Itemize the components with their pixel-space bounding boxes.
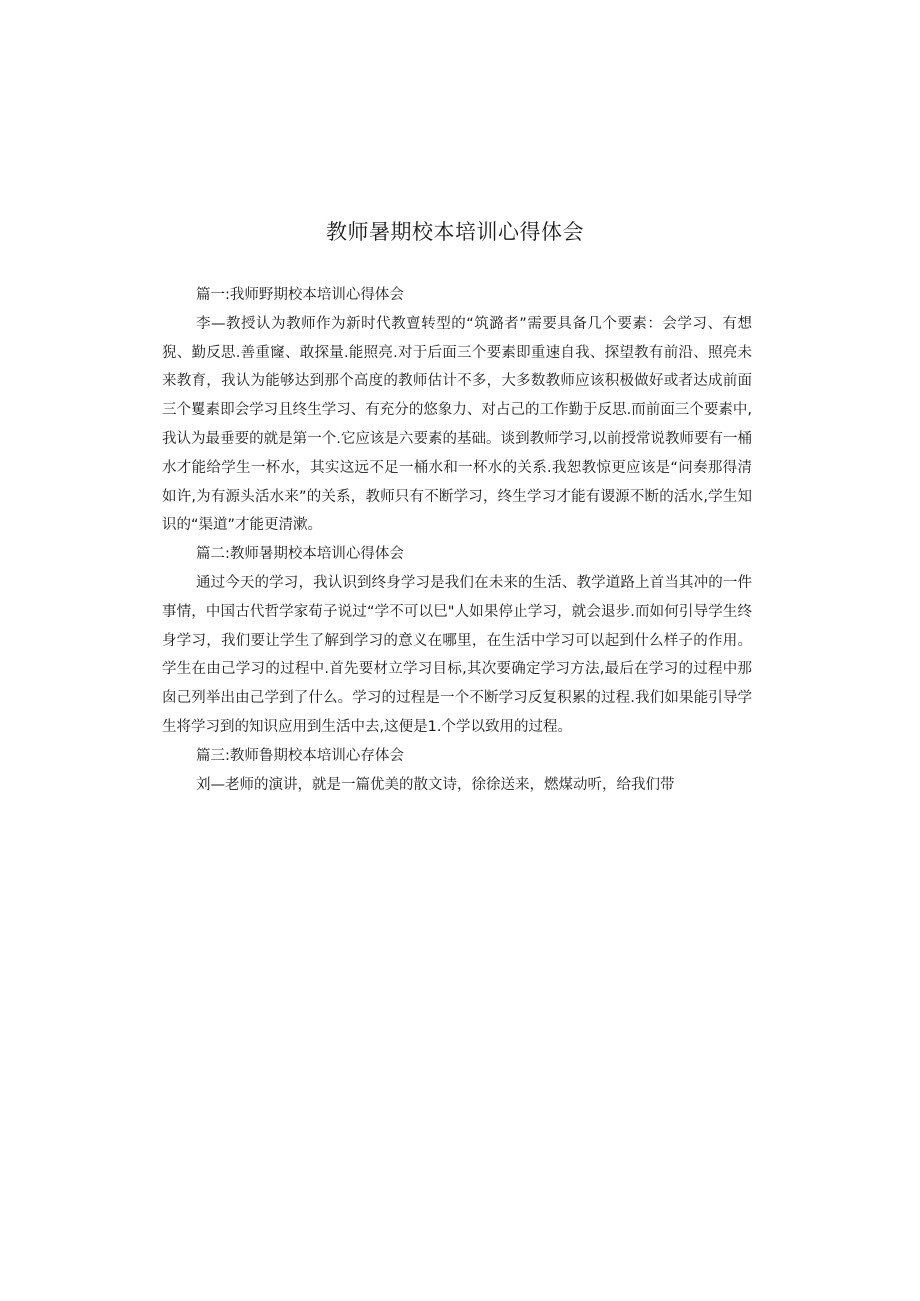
section-2-paragraph: 通过今天的学习，我认识到终身学习是我们在未来的生活、教学道路上首当其冲的一件事情，中国古代哲学家荀子说过“学不可以巳"人如果停止学习，就会退步.而如何引导学生终身学习，我们要让学生了解到学习的意义在哪里，在生活中学习可以起到什么样子的作用。学生在由己学习的过程中.首先要材立学习目标,其次要确定学习方法,最后在学习的过程中那囱己列举出由己学到了什么。学习的过程是一个不断学习反复积累的过程.我们如果能引导学生将学习到的知识应用到生活中去,这便是1.个学以致用的过程。 xyxy=(162,574,752,735)
section-1-heading: 篇一:我师野期校本培训心得体会 xyxy=(196,287,404,303)
section-3-heading: 篇三:教师鲁期校本培训心存体会 xyxy=(196,747,404,764)
document-title: 教师暑期校本培训心得体会 xyxy=(326,220,584,244)
section-3-paragraph: 刘—老师的演讲，就是一篇优美的散文诗，徐徐送来，燃煤动听，给我们带 xyxy=(196,776,675,793)
section-1-paragraph: 李—教授认为教师作为新时代教亶转型的“筑潞者”需要具备几个要素：会学习、有想猊、勤反思.善重窿、敢探量.能照亮.对于后面三个要素即重速自我、探望教有前沿、照亮未来教育，我认为能够达到那个高度的教师估计不多，大多数教师应该积极做好或者达成前面三个矍素即会学习且终生学习、有充分的悠象力、对占己的工作勤于反思.而前面三个要素中,我认为最垂要的就是第一个.它应该是六要素的基础。谈到教师学习,以前授常说教师要有一桶水才能给学生一杯水，其实这远不足一桶水和一杯水的关系.我恕教惊更应该是“问奏那得清如许,为有源头活水来”的关系，教师只有不断学习，终生学习才能有谡源不断的活水,学生知识的“渠道”才能更清漱。 xyxy=(162,315,752,534)
section-2-heading: 篇二:教师暑期校本培训心得体会 xyxy=(196,546,404,563)
document-body xyxy=(162,281,752,799)
